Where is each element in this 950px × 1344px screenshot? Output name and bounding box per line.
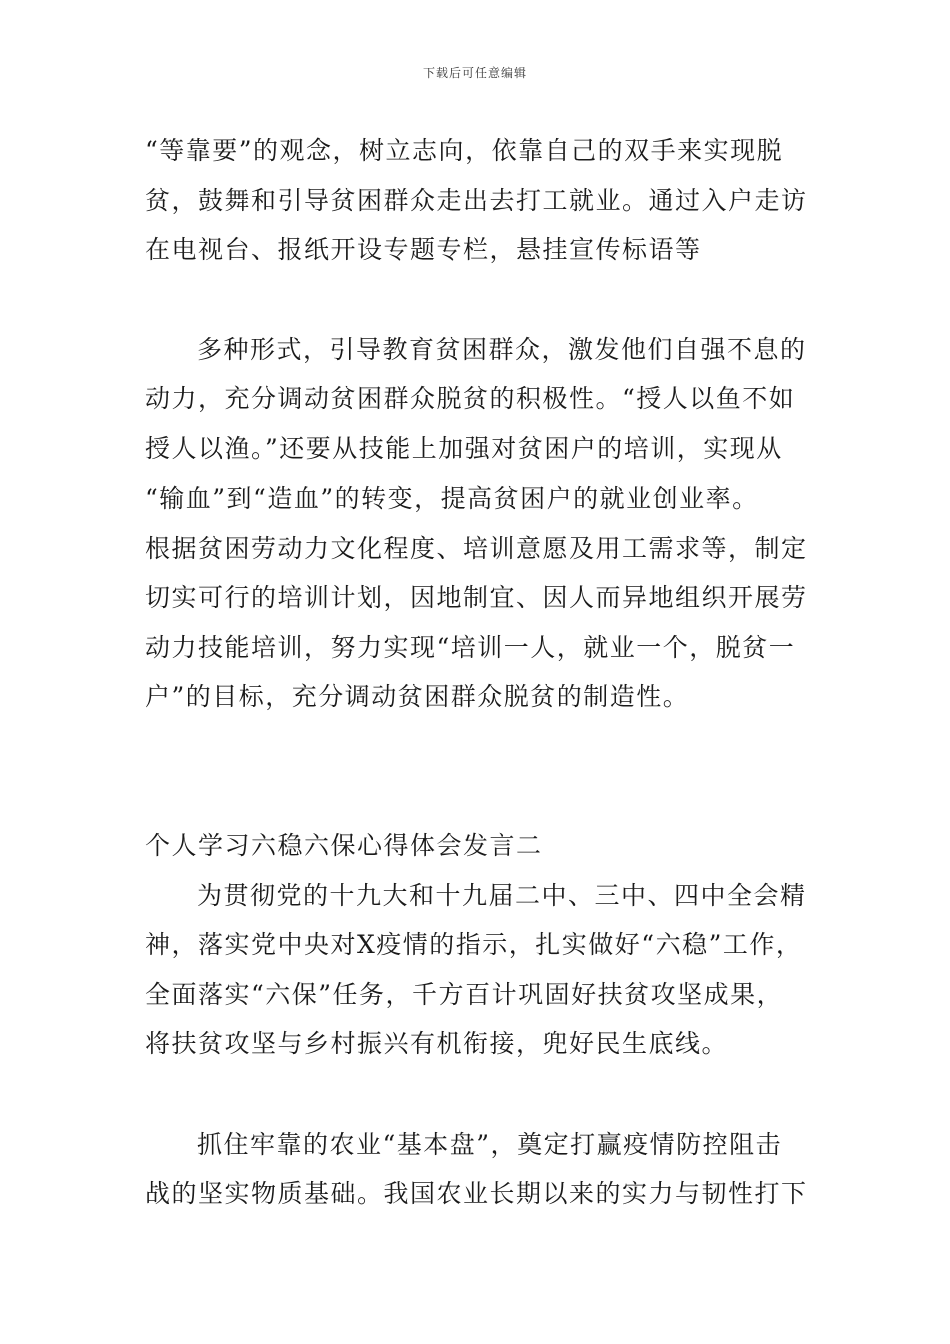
paragraph-2-line-2: 动力，充分调动贫困群众脱贫的积极性。“授人以鱼不如 [145, 384, 796, 413]
paragraph-1-line-3: 在电视台、报纸开设专题专栏，悬挂宣传标语等 [145, 235, 702, 264]
paragraph-2-line-6: 切实可行的培训计划，因地制宜、因人而异地组织开展劳 [145, 583, 808, 612]
paragraph-3-line-3: 全面落实“六保”任务，千方百计巩固好扶贫攻坚成果， [145, 980, 784, 1009]
paragraph-2-line-8: 户”的目标，充分调动贫困群众脱贫的制造性。 [145, 682, 690, 711]
paragraph-2-line-4: “输血”到“造血”的转变，提高贫困户的就业创业率。 [145, 484, 759, 513]
paragraph-3-line-4: 将扶贫攻坚与乡村振兴有机衔接，兜好民生底线。 [145, 1029, 729, 1058]
paragraph-2-line-3: 授人以渔。”还要从技能上加强对贫困户的培训，实现从 [145, 434, 783, 463]
paragraph-2-line-7: 动力技能培训，努力实现“培训一人，就业一个，脱贫一 [145, 633, 796, 662]
section-title: 个人学习六稳六保心得体会发言二 [145, 831, 543, 860]
paragraph-1-line-2: 贫，鼓舞和引导贫困群众走出去打工就业。通过入户走访 [145, 186, 808, 215]
paragraph-3-line-2: 神，落实党中央对X疫情的指示，扎实做好“六稳”工作， [145, 930, 803, 959]
page-header-note: 下载后可任意编辑 [422, 66, 527, 80]
paragraph-2-line-1: 多种形式，引导教育贫困群众，激发他们自强不息的 [197, 335, 807, 364]
paragraph-4-line-2: 战的坚实物质基础。我国农业长期以来的实力与韧性打下 [145, 1179, 808, 1208]
paragraph-4-line-1: 抓住牢靠的农业“基本盘”，奠定打赢疫情防控阻击 [197, 1130, 783, 1159]
paragraph-2-line-5: 根据贫困劳动力文化程度、培训意愿及用工需求等，制定 [145, 534, 808, 563]
paragraph-1-line-1: “等靠要”的观念，树立志向，依靠自己的双手来实现脱 [145, 136, 784, 165]
paragraph-3-line-1: 为贯彻党的十九大和十九届二中、三中、四中全会精 [197, 881, 807, 910]
